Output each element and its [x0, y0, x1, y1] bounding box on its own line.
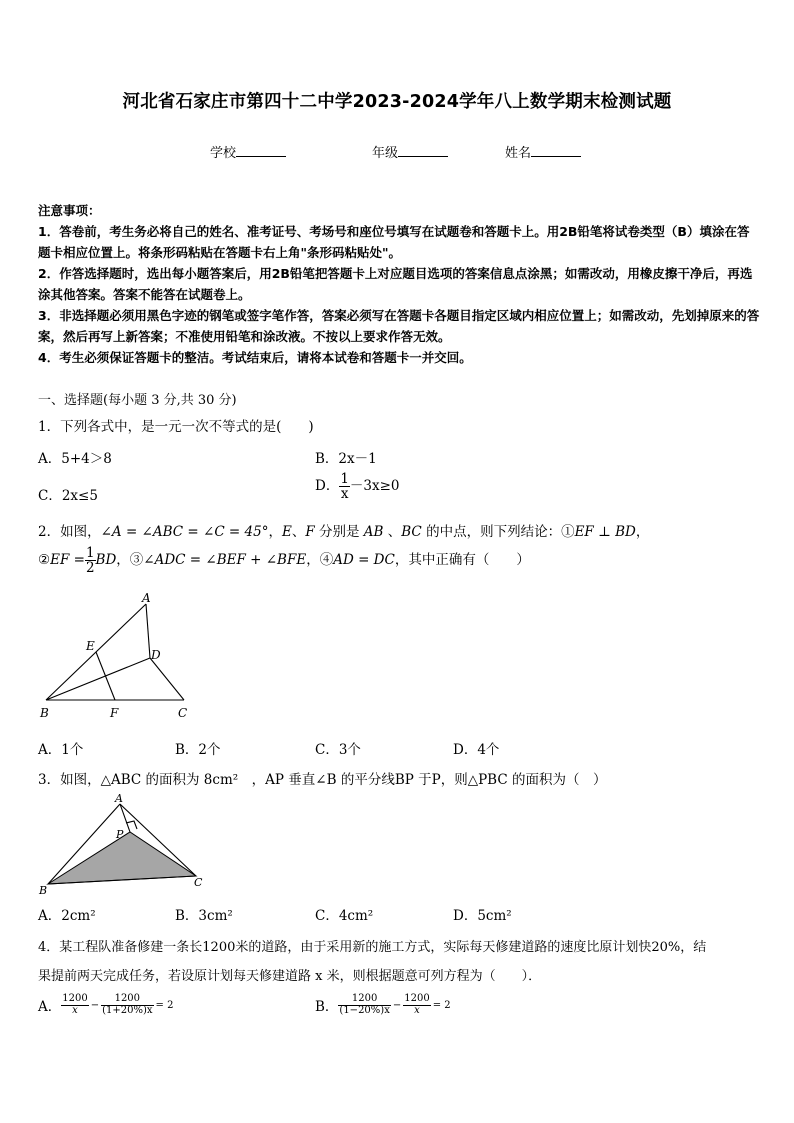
q2-math-ef: EF =: [50, 552, 85, 569]
school-label: 学校: [210, 146, 237, 161]
name-blank: [531, 143, 581, 157]
q2-math-angle-adc: ∠ADC = ∠BEF + ∠BFE: [143, 552, 307, 569]
q4-a-frac2-num: 1200: [101, 994, 153, 1006]
q2-frac-num: 1: [85, 545, 95, 561]
q2-seg-ef: [96, 652, 115, 700]
q2-text: 分别是: [314, 524, 364, 540]
q2-math-angles: ∠A = ∠ABC = ∠C = 45°: [100, 524, 269, 540]
name-label: 姓名: [505, 146, 532, 161]
q3-label-a: A: [115, 792, 123, 805]
notes-heading: 注意事项：: [38, 203, 101, 218]
grade-field: [372, 142, 448, 161]
q3-label-p: P: [116, 828, 124, 841]
grade-blank: [398, 143, 448, 157]
q4-a-frac1-den: x: [72, 1004, 78, 1016]
q4-b-eq: = 2: [432, 999, 451, 1011]
q4-a-eq: = 2: [155, 999, 174, 1011]
q3-label-b: B: [39, 884, 48, 897]
q2-label-e: E: [86, 639, 95, 653]
q2-text: ②: [38, 552, 51, 569]
page-title: 河北省石家庄市第四十二中学2023-2024学年八上数学期末检测试题: [122, 92, 672, 112]
q4-b-frac2-num: 1200: [404, 993, 430, 1004]
q2-math-ab: AB: [363, 524, 384, 540]
q4-option-b-frac-2: [403, 994, 430, 1016]
q2-math-bc: BC: [401, 524, 422, 540]
q2-option-c: C．3个: [315, 742, 361, 758]
q1-option-c: C．2x≤5: [38, 488, 98, 504]
notes-item-3: 3．非选择题必须用黑色字迹的钢笔或签字笔作答，答案必须写在答题卡各题目指定区域内相应位置上；如需改动，先划掉原来的答案，然后再写上新答案；不准使用铅笔和涂改液。不按以上要求作答无效。: [38, 308, 760, 344]
q2-line-1: [38, 520, 649, 540]
q4-b-frac1-den: (1−20%)x: [339, 1004, 390, 1016]
q4-option-a-frac-2: [101, 994, 153, 1016]
q2-label-c: C: [178, 706, 188, 720]
q2-option-d: D．4个: [453, 742, 500, 758]
q2-option-a: A．1个: [38, 742, 84, 758]
q1-option-d-num: 1: [340, 471, 349, 487]
q3-option-b: B．3cm²: [175, 908, 233, 924]
q4-a-minus: −: [90, 999, 100, 1011]
q4-option-a-frac-1: [61, 994, 88, 1016]
q1-option-d-den: x: [340, 486, 349, 503]
q1-option-d-prefix: D．: [315, 478, 340, 495]
notes-section: [38, 200, 760, 368]
q2-text: ，其中正确有（ ）: [394, 552, 530, 569]
q1-option-d-suffix: －3x≥0: [349, 478, 400, 495]
q2-label-d: D: [151, 648, 161, 662]
q2-seg-dc: [150, 658, 184, 700]
q3-label-c: C: [194, 876, 203, 889]
q4-line-1: 4．某工程队准备修建一条长1200米的道路，由于采用新的施工方式，实际每天修建道路的速度比原计划快20%，结: [38, 940, 707, 955]
q2-text: 2．如图，: [38, 524, 101, 540]
q3-figure: [32, 790, 222, 900]
q2-line-2: [38, 546, 530, 575]
q3-option-a: A．2cm²: [38, 908, 96, 924]
section-heading: 一、选择题(每小题 3 分,共 30 分): [38, 393, 237, 408]
notes-item-1: 1．答卷前，考生务必将自己的姓名、准考证号、考场号和座位号填写在试题卷和答题卡上。用2B铅笔将试卷类型（B）填涂在答题卡相应位置上。将条形码粘贴在答题卡右上角"条形码粘贴处"。: [38, 224, 750, 260]
notes-item-4: 4．考生必须保证答题卡的整洁。考试结束后，请将本试卷和答题卡一并交回。: [38, 350, 472, 365]
q4-option-a-prefix: A．: [38, 999, 62, 1015]
q1-option-a: A．5+4＞8: [38, 451, 112, 467]
q1-option-d-fraction: [339, 472, 350, 501]
q2-label-f: F: [110, 706, 119, 720]
q2-option-b: B．2个: [175, 742, 221, 758]
q2-half-fraction: [85, 546, 96, 575]
q2-seg-bd: [46, 658, 150, 700]
q2-text: 、: [383, 524, 402, 540]
name-field: [505, 142, 581, 161]
q4-line-2: 果提前两天完成任务，若设原计划每天修建道路 x 米，则根据题意可列方程为（ ）．: [38, 969, 542, 984]
q4-a-frac2-den: (1+20%)x: [102, 1004, 153, 1016]
q1-option-d: [315, 472, 400, 501]
q2-figure: [30, 588, 210, 728]
school-field: [210, 142, 286, 161]
q4-option-a: [38, 994, 173, 1016]
q2-text: ，③: [116, 552, 144, 569]
q2-text: 的中点，则下列结论：①: [421, 524, 575, 540]
q2-label-b: B: [40, 706, 49, 720]
q2-text: ，④: [306, 552, 334, 569]
q1-option-b: B．2x－1: [315, 451, 377, 467]
school-blank: [236, 143, 286, 157]
q1-stem: 1．下列各式中，是一元一次不等式的是( ): [38, 419, 314, 435]
q2-frac-den: 2: [85, 560, 95, 577]
q2-label-a: A: [142, 591, 151, 605]
q2-text: ，: [268, 524, 282, 540]
q2-math-ef-perp-bd: EF ⊥ BD: [574, 524, 636, 540]
grade-label: 年级: [372, 146, 399, 161]
q4-option-b: [315, 994, 451, 1016]
q2-seg-ad: [146, 604, 150, 658]
q2-math-bd: BD: [95, 552, 117, 569]
q4-b-minus: −: [392, 999, 402, 1011]
q3-stem: 3．如图，△ABC 的面积为 8cm² ，AP 垂直∠B 的平分线BP 于P，则△PBC 的面积为（ ）: [38, 772, 607, 788]
q3-option-c: C．4cm²: [315, 908, 374, 924]
q4-b-frac2-den: x: [414, 1004, 420, 1016]
q2-text: ，: [635, 524, 650, 540]
q4-option-b-prefix: B．: [315, 999, 339, 1015]
q2-math-f: F: [305, 524, 315, 540]
q2-math-e: E: [281, 524, 292, 540]
q3-option-d: D．5cm²: [453, 908, 512, 924]
q2-math-ad-dc: AD = DC: [333, 552, 395, 569]
q4-option-b-frac-1: [338, 994, 390, 1016]
q4-a-frac1-num: 1200: [62, 993, 88, 1004]
q2-text: 、: [291, 524, 306, 540]
q4-b-frac1-num: 1200: [338, 994, 390, 1006]
notes-item-2: 2．作答选择题时，选出每小题答案后，用2B铅笔把答题卡上对应题目选项的答案信息点涂黑；如需改动，用橡皮擦干净后，再选涂其他答案。答案不能答在试题卷上。: [38, 266, 753, 302]
